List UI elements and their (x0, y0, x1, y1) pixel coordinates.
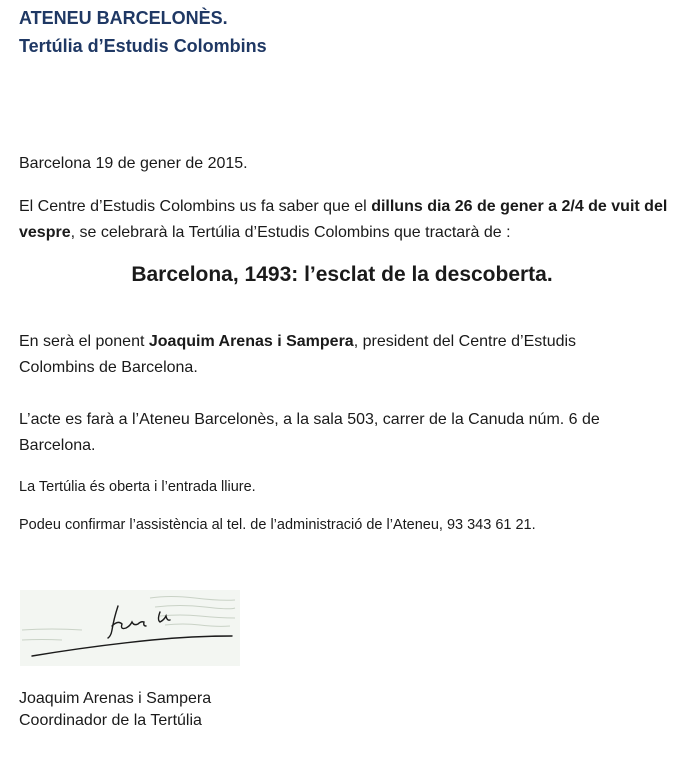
speaker-intro: En serà el ponent (19, 333, 149, 350)
group-name: Tertúlia d’Estudis Colombins (19, 36, 267, 56)
handwritten-signature-icon (20, 590, 240, 666)
intro-text-cont: , se celebrarà la Tertúlia d’Estudis Colombins que tractarà de : (70, 224, 511, 241)
intro-text: El Centre d’Estudis Colombins us fa saber que el (19, 198, 372, 215)
signature-image (20, 590, 240, 666)
confirm-line: Podeu confirmar l’assistència al tel. de l’administració de l’Ateneu, 93 343 61 21. (19, 517, 536, 533)
speaker-name: Joaquim Arenas i Sampera (148, 333, 354, 350)
venue-line-2: Barcelona. (19, 437, 96, 454)
intro-paragraph-line-1 (19, 194, 667, 220)
date-line: Barcelona 19 de gener de 2015. (19, 155, 248, 172)
signatory-role: Coordinador de la Tertúlia (19, 712, 202, 729)
speaker-line-2: Colombins de Barcelona. (19, 359, 198, 376)
organization-name: ATENEU BARCELONÈS. (19, 8, 228, 28)
event-time-bold: vespre (19, 224, 71, 241)
intro-paragraph-line-2 (19, 220, 511, 246)
free-entry-line: La Tertúlia és oberta i l’entrada lliure. (19, 479, 256, 495)
venue-line-1: L’acte es farà a l’Ateneu Barcelonès, a la sala 503, carrer de la Canuda núm. 6 de (19, 411, 600, 428)
signatory-name: Joaquim Arenas i Sampera (19, 690, 212, 707)
speaker-role: , president del Centre d’Estudis (353, 333, 577, 350)
speaker-line-1 (19, 329, 576, 355)
event-date-bold: dilluns dia 26 de gener a 2/4 de vuit del (371, 198, 668, 215)
event-title: Barcelona, 1493: l’esclat de la descoberta. (131, 263, 553, 286)
